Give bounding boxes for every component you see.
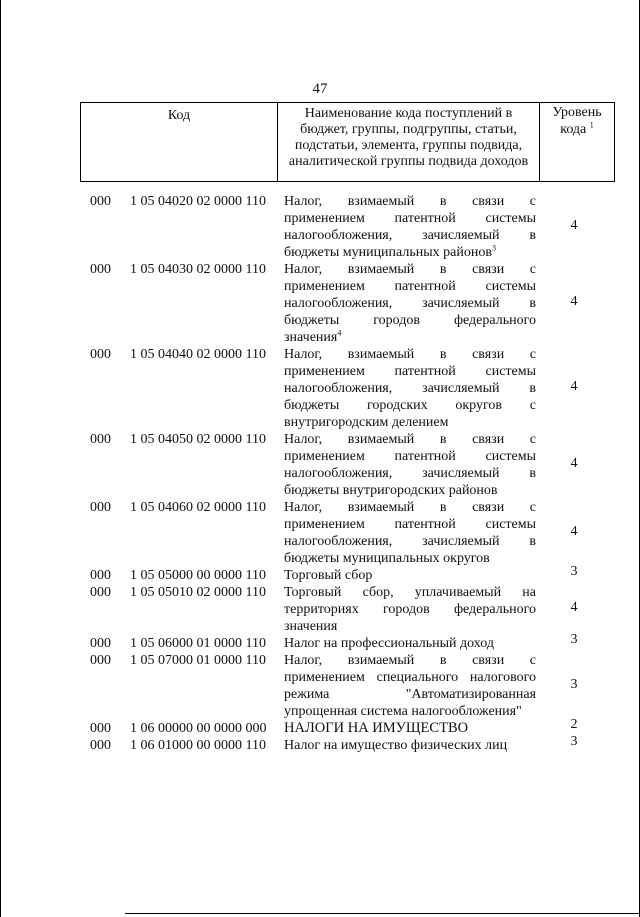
income-name-cell bbox=[284, 635, 536, 652]
income-name-cell bbox=[284, 567, 536, 584]
income-name-text: применением патентной системы bbox=[284, 364, 536, 379]
income-name-line bbox=[284, 601, 536, 618]
admin-code-cell: 000 bbox=[90, 636, 111, 651]
income-name-cell bbox=[284, 652, 536, 720]
income-name-line bbox=[284, 397, 536, 414]
income-name-line bbox=[284, 193, 536, 210]
income-name-text: Торговый сбор, уплачиваемый на bbox=[284, 585, 536, 600]
income-name-line bbox=[284, 210, 536, 227]
income-name-text: упрощенная система налогообложения" bbox=[284, 704, 522, 719]
level-cell: 3 bbox=[570, 677, 578, 692]
header-level-line1: Уровень bbox=[552, 105, 602, 120]
income-name-text: Торговый сбор bbox=[284, 568, 373, 583]
income-name-line bbox=[284, 448, 536, 465]
income-name-line bbox=[284, 278, 536, 295]
level-cell: 3 bbox=[570, 564, 578, 579]
income-name-text: Налог, взимаемый в связи с bbox=[284, 653, 536, 668]
income-name-text: значения bbox=[284, 330, 338, 345]
income-name-text: НАЛОГИ НА ИМУЩЕСТВО bbox=[284, 720, 469, 736]
budget-code-cell: 1 05 04060 02 0000 110 bbox=[130, 500, 266, 515]
admin-code-cell: 000 bbox=[90, 585, 111, 600]
income-name-line bbox=[284, 584, 536, 601]
income-name-line bbox=[284, 567, 536, 584]
budget-code-cell: 1 05 07000 01 0000 110 bbox=[130, 653, 266, 668]
header-level-cell bbox=[540, 103, 614, 181]
table-row bbox=[0, 431, 640, 499]
income-name-line bbox=[284, 465, 536, 482]
income-name-text: бюджеты городов федерального bbox=[284, 313, 536, 328]
income-name-text: бюджеты городских округов с bbox=[284, 398, 536, 413]
table-row bbox=[0, 632, 640, 652]
income-name-text: Налог, взимаемый в связи с bbox=[284, 347, 536, 362]
header-name-cell bbox=[278, 103, 540, 181]
income-name-line bbox=[284, 720, 536, 737]
income-name-line bbox=[284, 431, 536, 448]
budget-code-cell: 1 05 04040 02 0000 110 bbox=[130, 347, 266, 362]
admin-code-cell: 000 bbox=[90, 568, 111, 583]
table-row bbox=[0, 564, 640, 584]
income-name-text: Налог на профессиональный доход bbox=[284, 636, 494, 651]
header-name-line: бюджет, группы, подгруппы, статьи, bbox=[300, 122, 517, 137]
income-name-text: применением патентной системы bbox=[284, 517, 536, 532]
income-name-text: применением патентной системы bbox=[284, 211, 536, 226]
income-name-text: территориях городов федерального bbox=[284, 602, 536, 617]
income-name-cell bbox=[284, 431, 536, 499]
income-name-line bbox=[284, 652, 536, 669]
income-name-text: Налог, взимаемый в связи с bbox=[284, 500, 536, 515]
page-number: 47 bbox=[312, 81, 328, 97]
budget-code-cell: 1 05 04050 02 0000 110 bbox=[130, 432, 266, 447]
level-cell: 4 bbox=[570, 379, 578, 394]
level-cell: 4 bbox=[570, 524, 578, 539]
income-name-text: применением патентной системы bbox=[284, 449, 536, 464]
admin-code-cell: 000 bbox=[90, 500, 111, 515]
income-name-text: Налог, взимаемый в связи с bbox=[284, 432, 536, 447]
income-name-line bbox=[284, 312, 536, 329]
footnote-marker: 4 bbox=[337, 328, 342, 338]
income-name-line bbox=[284, 618, 536, 635]
budget-code-cell: 1 06 00000 00 0000 000 bbox=[130, 721, 267, 736]
income-name-line bbox=[284, 516, 536, 533]
header-level-label: кода bbox=[560, 122, 587, 137]
income-name-text: Налог на имущество физических лиц bbox=[284, 738, 508, 753]
income-name-text: бюджеты муниципальных районов bbox=[284, 245, 492, 260]
income-name-text: Налог, взимаемый в связи с bbox=[284, 262, 536, 277]
income-name-line bbox=[284, 635, 536, 652]
income-name-line bbox=[284, 329, 536, 346]
income-name-text: Налог, взимаемый в связи с bbox=[284, 194, 536, 209]
admin-code-cell: 000 bbox=[90, 432, 111, 447]
income-name-line bbox=[284, 482, 536, 499]
income-name-line bbox=[284, 244, 536, 261]
table-row bbox=[0, 652, 640, 720]
income-name-text: налогообложения, зачисляемый в bbox=[284, 534, 536, 549]
admin-code-cell: 000 bbox=[90, 653, 111, 668]
income-name-line bbox=[284, 703, 536, 720]
budget-code-cell: 1 05 05000 00 0000 110 bbox=[130, 568, 266, 583]
income-name-line bbox=[284, 227, 536, 244]
income-name-line bbox=[284, 414, 536, 431]
admin-code-cell: 000 bbox=[90, 721, 111, 736]
header-code-cell bbox=[81, 103, 278, 181]
level-cell: 4 bbox=[570, 294, 578, 309]
income-name-line bbox=[284, 533, 536, 550]
income-name-text: внутригородским делением bbox=[284, 415, 449, 430]
table-row bbox=[0, 499, 640, 567]
income-name-text: бюджеты внутригородских районов bbox=[284, 483, 498, 498]
income-name-text: режима "Автоматизированная bbox=[284, 687, 536, 702]
income-name-text: применением специального налогового bbox=[284, 670, 536, 685]
footnote-marker: 1 bbox=[589, 120, 594, 130]
bottom-border-line bbox=[125, 913, 640, 914]
income-name-line bbox=[284, 669, 536, 686]
header-level-line2 bbox=[540, 121, 614, 138]
income-name-cell bbox=[284, 261, 536, 346]
income-name-line bbox=[284, 295, 536, 312]
budget-code-cell: 1 05 04020 02 0000 110 bbox=[130, 194, 266, 209]
level-cell: 4 bbox=[570, 218, 578, 233]
table-row bbox=[0, 193, 640, 261]
income-name-text: налогообложения, зачисляемый в bbox=[284, 466, 536, 481]
level-cell: 4 bbox=[570, 456, 578, 471]
budget-code-cell: 1 05 05010 02 0000 110 bbox=[130, 585, 266, 600]
admin-code-cell: 000 bbox=[90, 262, 111, 277]
level-cell: 4 bbox=[570, 600, 578, 615]
income-name-text: налогообложения, зачисляемый в bbox=[284, 296, 536, 311]
admin-code-cell: 000 bbox=[90, 347, 111, 362]
income-name-text: налогообложения, зачисляемый в bbox=[284, 228, 536, 243]
level-cell: 2 bbox=[570, 717, 578, 732]
income-name-cell bbox=[284, 346, 536, 431]
income-name-cell bbox=[284, 737, 536, 754]
level-cell: 3 bbox=[570, 734, 578, 749]
budget-code-cell: 1 05 06000 01 0000 110 bbox=[130, 636, 266, 651]
income-name-cell bbox=[284, 584, 536, 635]
table-row bbox=[0, 734, 640, 754]
header-name-line: Наименование кода поступлений в bbox=[304, 106, 513, 121]
income-name-line bbox=[284, 346, 536, 363]
header-code-label: Код bbox=[167, 108, 191, 123]
income-name-line bbox=[284, 363, 536, 380]
income-name-line bbox=[284, 261, 536, 278]
income-name-cell bbox=[284, 193, 536, 261]
income-name-line bbox=[284, 550, 536, 567]
income-name-text: налогообложения, зачисляемый в bbox=[284, 381, 536, 396]
income-name-text: значения bbox=[284, 619, 338, 634]
income-name-line bbox=[284, 686, 536, 703]
table-row bbox=[0, 717, 640, 737]
footnote-marker: 3 bbox=[491, 243, 496, 253]
table-row bbox=[0, 261, 640, 346]
income-name-line bbox=[284, 737, 536, 754]
budget-code-cell: 1 05 04030 02 0000 110 bbox=[130, 262, 266, 277]
table-row bbox=[0, 346, 640, 431]
income-name-cell bbox=[284, 720, 536, 737]
income-name-line bbox=[284, 380, 536, 397]
admin-code-cell: 000 bbox=[90, 738, 111, 753]
admin-code-cell: 000 bbox=[90, 194, 111, 209]
table-row bbox=[0, 584, 640, 635]
income-name-text: бюджеты муниципальных округов bbox=[284, 551, 490, 566]
budget-code-cell: 1 06 01000 00 0000 110 bbox=[130, 738, 266, 753]
level-cell: 3 bbox=[570, 632, 578, 647]
income-name-text: применением патентной системы bbox=[284, 279, 536, 294]
table-header bbox=[80, 102, 615, 182]
income-name-line bbox=[284, 499, 536, 516]
header-name-line: подстатьи, элемента, группы подвида, bbox=[294, 138, 523, 153]
income-name-cell bbox=[284, 499, 536, 567]
header-name-line: аналитической группы подвида доходов bbox=[288, 154, 529, 169]
